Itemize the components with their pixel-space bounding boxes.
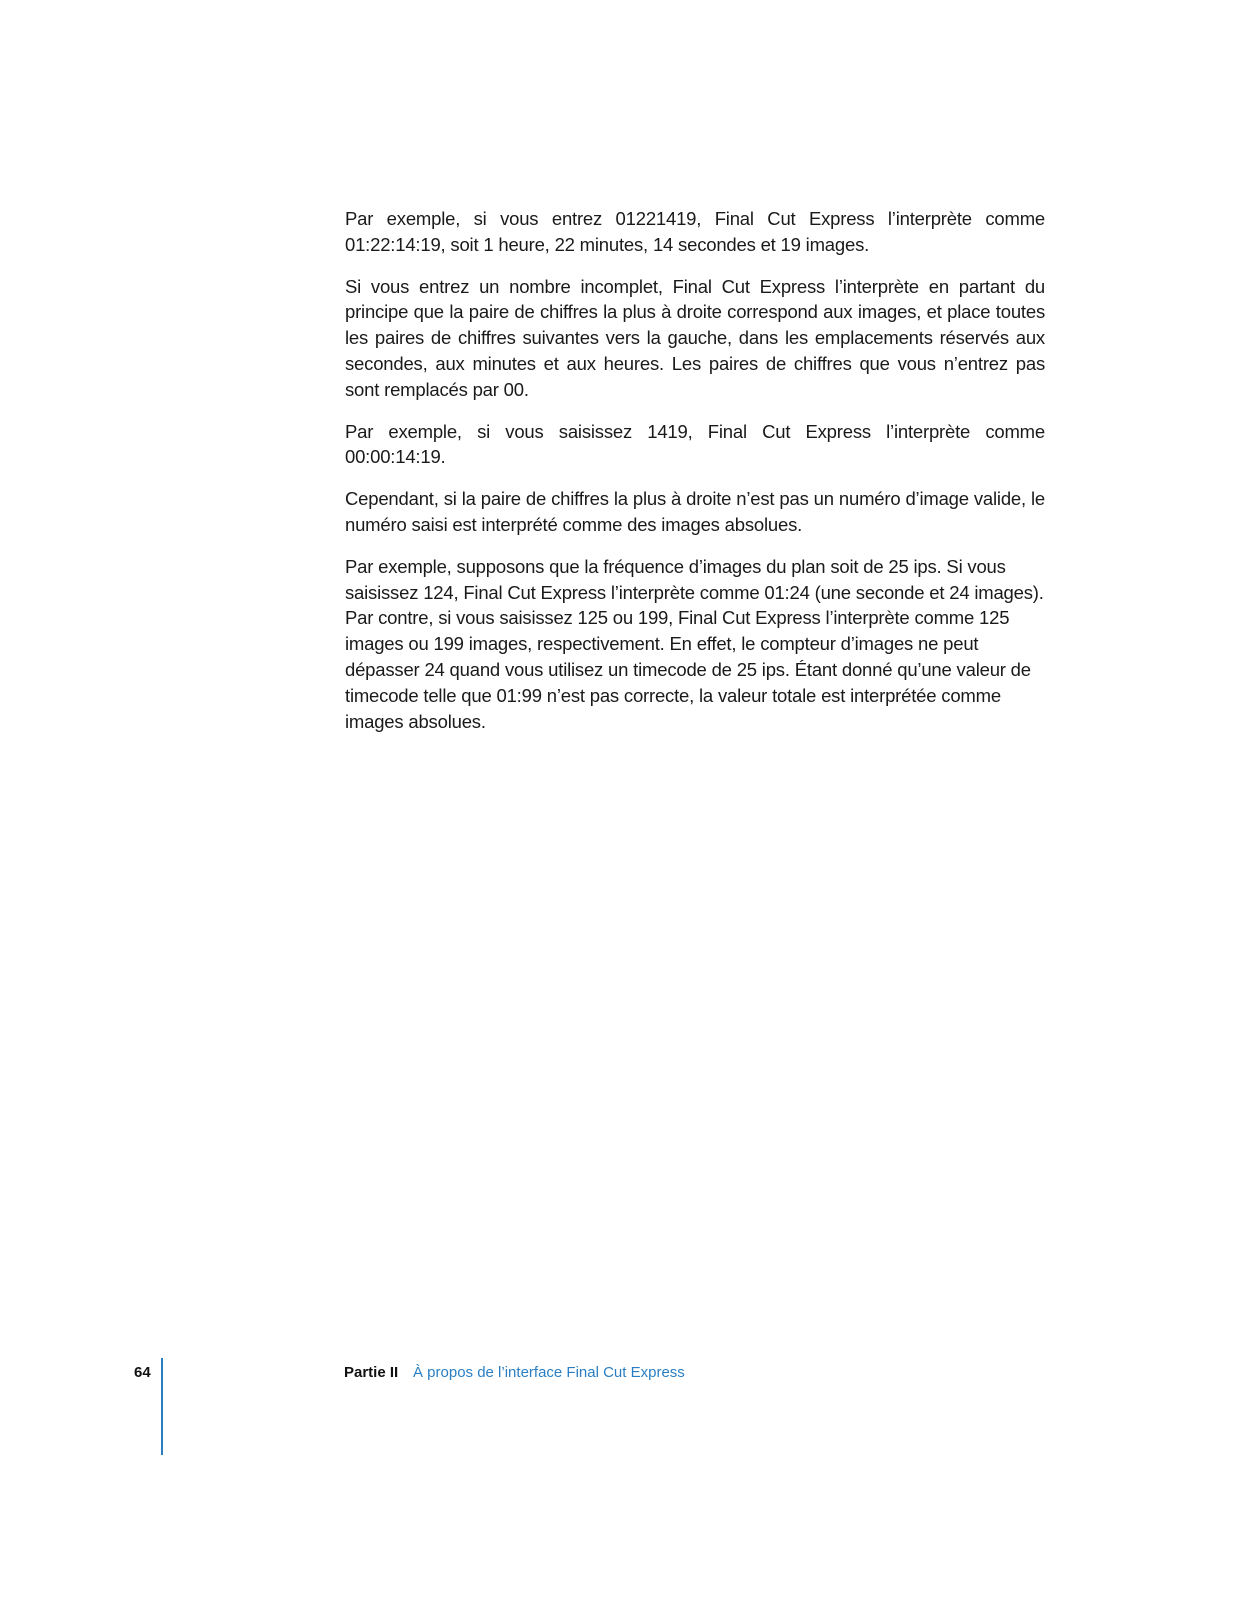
part-label: Partie II — [344, 1364, 399, 1381]
chapter-title-link[interactable]: À propos de l’interface Final Cut Express — [413, 1364, 685, 1381]
paragraph-3: Par exemple, si vous saisissez 1419, Final Cut Express l’interprète comme 00:00:14:19. — [345, 420, 1045, 468]
paragraph-5: Par exemple, supposons que la fréquence d’images du plan soit de 25 ips. Si vous saisissez 124, Final Cut Express l’interprète comme 01:24 (une seconde et 24 images). Par contre, si vous saisissez 125 ou 199, Final Cut Express l’interprète comme 125 images ou 199 images, respectivement. En effet, le compteur d’images ne peut dépasser 24 quand vous utilisez un timecode de 25 ips. Étant donné qu’une valeur de timecode telle que 01:99 n’est pas correcte, la valeur totale est interprétée comme images absolues. — [345, 555, 1044, 732]
footer-divider — [161, 1358, 163, 1455]
paragraph-2: Si vous entrez un nombre incomplet, Final Cut Express l’interprète en partant du principe que la paire de chiffres la plus à droite correspond aux images, et place toutes les paires de chiffres suivantes vers la gauche, dans les emplacements réservés aux secondes, aux minutes et aux heures. Les paires de chiffres que vous n’entrez pas sont remplacés par 00. — [345, 275, 1045, 400]
paragraph-4: Cependant, si la paire de chiffres la plus à droite n’est pas un numéro d’image valide, le numéro saisi est interprété comme des images absolues. — [345, 488, 1045, 535]
page-number: 64 — [134, 1364, 151, 1381]
paragraph-1: Par exemple, si vous entrez 01221419, Final Cut Express l’interprète comme 01:22:14:19, soit 1 heure, 22 minutes, 14 secondes et 19 images. — [345, 208, 1045, 255]
page-body — [345, 206, 1045, 750]
